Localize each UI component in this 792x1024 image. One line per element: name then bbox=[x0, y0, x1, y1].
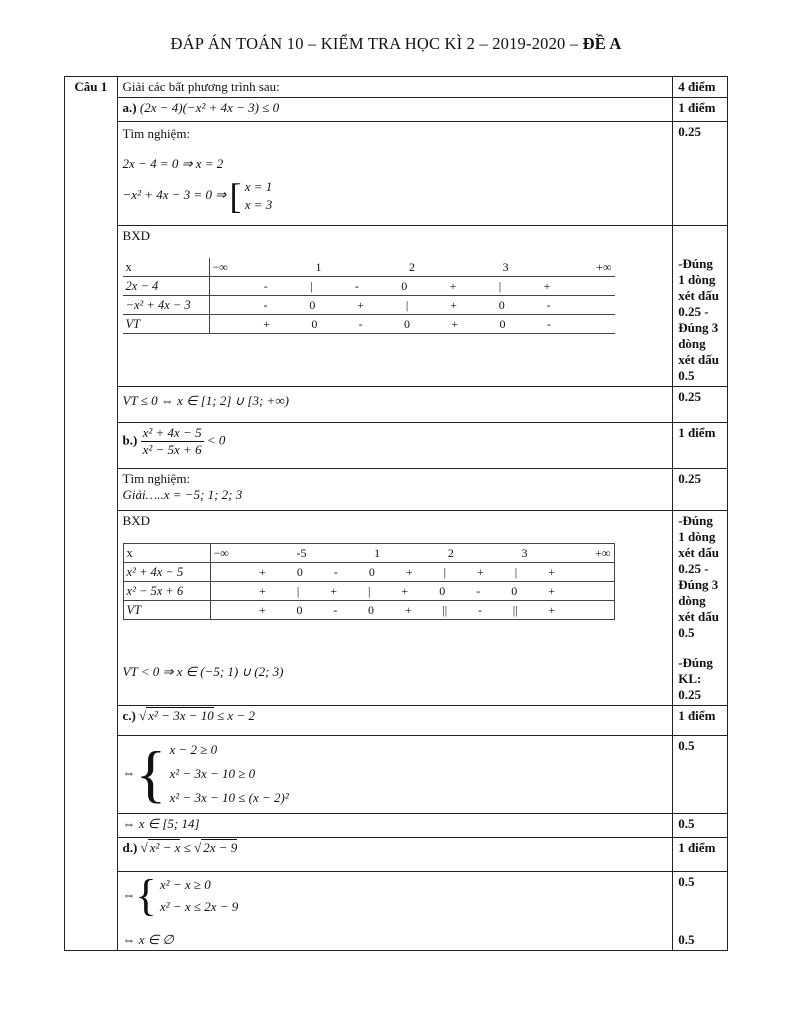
sign-value: - bbox=[263, 278, 268, 293]
sign-row-label: VT bbox=[123, 315, 210, 334]
part-d-header: d.) √ x² − x ≤ √ 2x − 9 bbox=[117, 838, 673, 872]
radicand-left: x² − x bbox=[149, 840, 181, 855]
sign-row-label: x² − 5x + 6 bbox=[123, 582, 210, 601]
sign-value: | bbox=[443, 564, 446, 579]
part-d-system-points: 0.5 bbox=[678, 874, 695, 889]
sign-value: - bbox=[476, 583, 481, 598]
sign-row-values bbox=[209, 277, 615, 296]
title-text: ĐÁP ÁN TOÁN 10 – KIỂM TRA HỌC KÌ 2 – 2019-2020 – bbox=[170, 34, 579, 53]
sign-value: 0 bbox=[401, 278, 408, 293]
sign-value: + bbox=[404, 602, 412, 617]
equation-2-left: −x² + 4x − 3 = 0 ⇒ bbox=[122, 186, 227, 202]
sign-value: 0 bbox=[368, 602, 375, 617]
sign-value: + bbox=[548, 564, 555, 579]
sign-table-header-value: 3 bbox=[502, 259, 509, 274]
part-c-header: c.) √ x² − 3x − 10 ≤ x − 2 bbox=[117, 706, 673, 736]
part-b-roots-points: 0.25 bbox=[673, 469, 728, 511]
find-roots-label: Tìm nghiệm: bbox=[122, 471, 191, 486]
sign-value: + bbox=[263, 316, 270, 331]
part-a-sign-points bbox=[673, 226, 728, 387]
intro-text: Giải các bất phương trình sau: bbox=[117, 77, 673, 98]
part-a-points: 1 điểm bbox=[673, 98, 728, 122]
sign-value: + bbox=[258, 602, 266, 617]
sign-table-header-value: 1 bbox=[374, 545, 381, 560]
part-a-sign-table-cell bbox=[117, 226, 673, 387]
sign-table-a bbox=[123, 258, 615, 334]
sign-value: 0 bbox=[311, 316, 318, 331]
sign-value: - bbox=[354, 278, 359, 293]
sign-value: + bbox=[357, 297, 364, 312]
sign-value: + bbox=[259, 583, 266, 598]
part-d-points: 1 điểm bbox=[673, 838, 728, 872]
brace-symbol: { bbox=[135, 738, 167, 809]
sign-value: | bbox=[296, 583, 300, 598]
radicand: x² − 3x − 10 bbox=[148, 708, 214, 723]
sign-value: 0 bbox=[404, 316, 411, 331]
bxd-label: BXD bbox=[122, 513, 150, 528]
sign-value: | bbox=[514, 564, 518, 579]
sign-value: + bbox=[543, 278, 551, 293]
sign-value: - bbox=[546, 297, 551, 312]
root-2: x = 3 bbox=[244, 197, 273, 212]
part-d-result-text: ⇔ x ∈ ∅ bbox=[122, 932, 174, 947]
part-a-result bbox=[117, 387, 673, 423]
sign-value: - bbox=[546, 316, 551, 331]
sign-value: 0 bbox=[296, 602, 303, 617]
sign-table-header-label: x bbox=[123, 258, 210, 277]
brace-symbol: { bbox=[135, 871, 157, 920]
sign-value: - bbox=[263, 297, 268, 312]
sign-row-label: VT bbox=[123, 601, 210, 620]
sign-value: + bbox=[451, 316, 459, 331]
sign-value: + bbox=[477, 564, 484, 579]
sign-table-header-value: 1 bbox=[315, 259, 322, 274]
sign-value: 0 bbox=[309, 297, 316, 312]
system-line-2: x² − 3x − 10 ≥ 0 bbox=[169, 766, 256, 781]
find-roots-label: Tìm nghiệm: bbox=[122, 126, 191, 141]
sign-points-text: -Đúng 1 dòng xét dấu 0.25 - Đúng 3 dòng xét dấu 0.5 bbox=[678, 513, 720, 640]
sign-value: + bbox=[449, 278, 457, 293]
sign-value: 0 bbox=[296, 564, 303, 579]
sign-value: | bbox=[405, 297, 409, 312]
sign-table-header-value: 2 bbox=[447, 545, 454, 560]
sign-value: - bbox=[333, 602, 338, 617]
system-line-3: x² − 3x − 10 ≤ (x − 2)² bbox=[169, 790, 289, 805]
sign-value: 0 bbox=[439, 583, 446, 598]
part-label: c.) bbox=[122, 708, 136, 723]
sign-value: 0 bbox=[499, 316, 506, 331]
bracket-symbol: [ bbox=[229, 176, 242, 216]
page-title bbox=[0, 34, 792, 54]
sign-row-label: x² + 4x − 5 bbox=[123, 563, 210, 582]
part-b-points: 1 điểm bbox=[673, 423, 728, 469]
sign-table-header-value: -5 bbox=[296, 545, 307, 560]
part-b-header bbox=[117, 423, 673, 469]
part-b-sign-table-cell bbox=[117, 511, 673, 706]
part-c-result-points: 0.5 bbox=[673, 814, 728, 838]
root-1: x = 1 bbox=[244, 179, 273, 194]
sign-value: | bbox=[498, 278, 502, 293]
bxd-label: BXD bbox=[122, 228, 150, 243]
part-b-roots bbox=[117, 469, 673, 511]
part-b-vt: VT < 0 ⇒ x ∈ (−5; 1) ∪ (2; 3) bbox=[122, 664, 284, 679]
sign-table-header-value: 3 bbox=[521, 545, 528, 560]
sign-value: + bbox=[405, 564, 413, 579]
relation: < 0 bbox=[206, 432, 226, 448]
sign-table-header-value: −∞ bbox=[213, 545, 229, 560]
sign-row-label: −x² + 4x − 3 bbox=[123, 296, 210, 315]
sign-value: - bbox=[333, 564, 338, 579]
system-line-2: x² − x ≤ 2x − 9 bbox=[159, 899, 239, 914]
intro-points: 4 điểm bbox=[673, 77, 728, 98]
part-d-result-points: 0.5 bbox=[678, 932, 695, 947]
part-d-points-cell bbox=[673, 872, 728, 951]
sign-value: | bbox=[368, 583, 371, 598]
sign-points-text: -Đúng 1 dòng xét dấu 0.25 - Đúng 3 dòng xét dấu 0.5 bbox=[678, 256, 720, 383]
relation: ≤ x − 2 bbox=[217, 708, 255, 723]
equation-2 bbox=[123, 178, 668, 214]
sign-value: + bbox=[259, 564, 266, 579]
sign-row-label: 2x − 4 bbox=[123, 277, 210, 296]
sign-value: - bbox=[477, 602, 482, 617]
part-d-system: ⇔{ x² − x ≥ 0 x² − x ≤ 2x − 9 ⇔ x ∈ ∅ bbox=[117, 872, 673, 951]
sign-value: + bbox=[401, 583, 409, 598]
part-label: a.) bbox=[122, 100, 137, 115]
sign-table-b bbox=[123, 543, 615, 620]
sign-row-values bbox=[210, 563, 614, 582]
equation-1: 2x − 4 = 0 ⇒ x = 2 bbox=[122, 156, 224, 171]
part-label: b.) bbox=[122, 432, 138, 448]
sign-table-header-value: +∞ bbox=[595, 545, 611, 560]
part-a-roots-points: 0.25 bbox=[673, 122, 728, 226]
sign-row-values bbox=[209, 315, 615, 334]
sign-value: + bbox=[548, 602, 556, 617]
sign-row-values bbox=[210, 582, 614, 601]
part-a-roots bbox=[117, 122, 673, 226]
part-a-vt: VT ≤ 0 ⇔ x ∈ [1; 2] ∪ [3; +∞) bbox=[122, 393, 289, 408]
part-label: d.) bbox=[122, 840, 138, 855]
sign-row-values bbox=[210, 601, 614, 620]
part-b-sign-points bbox=[673, 511, 728, 706]
sign-table-header-values bbox=[209, 258, 615, 277]
sign-table-header-value: −∞ bbox=[212, 259, 228, 274]
part-c-points: 1 điểm bbox=[673, 706, 728, 736]
part-a-result-points: 0.25 bbox=[673, 387, 728, 423]
part-c-system-points: 0.5 bbox=[673, 736, 728, 814]
sign-table-header-value: +∞ bbox=[596, 259, 612, 274]
sign-value: 0 bbox=[511, 583, 518, 598]
sign-value: + bbox=[548, 583, 555, 598]
sign-value: 0 bbox=[368, 564, 375, 579]
fraction bbox=[141, 425, 204, 458]
sign-value: + bbox=[330, 583, 337, 598]
sign-value: | bbox=[310, 278, 313, 293]
sign-value: || bbox=[512, 602, 518, 617]
part-c-result-text: ⇔ x ∈ [5; 14] bbox=[122, 816, 200, 831]
part-c-system: ⇔{ x − 2 ≥ 0 x² − 3x − 10 ≥ 0 x² − 3x − 10 ≤ (x − 2)² bbox=[117, 736, 673, 814]
radicand-right: 2x − 9 bbox=[203, 840, 238, 855]
numerator: x² + 4x − 5 bbox=[142, 425, 202, 440]
system-line-1: x² − x ≥ 0 bbox=[159, 877, 211, 892]
part-b-solve: Giải…..x = −5; 1; 2; 3 bbox=[122, 487, 243, 502]
sign-value: || bbox=[442, 602, 448, 617]
sign-table-header-values bbox=[210, 544, 614, 563]
sign-table-header-label: x bbox=[123, 544, 210, 563]
conclusion-points: -Đúng KL: 0.25 bbox=[678, 655, 713, 702]
sign-value: 0 bbox=[498, 297, 505, 312]
sign-value: + bbox=[450, 297, 457, 312]
relation: ≤ bbox=[183, 840, 191, 855]
part-c-result bbox=[117, 814, 673, 838]
sign-value: - bbox=[358, 316, 363, 331]
system-line-1: x − 2 ≥ 0 bbox=[169, 742, 218, 757]
part-a-expr: (2x − 4)(−x² + 4x − 3) ≤ 0 bbox=[139, 100, 280, 115]
sign-table-header-value: 2 bbox=[409, 259, 416, 274]
denominator: x² − 5x + 6 bbox=[142, 442, 202, 457]
answer-table bbox=[64, 76, 728, 951]
sign-row-values bbox=[209, 296, 615, 315]
question-number: Câu 1 bbox=[65, 77, 118, 951]
part-a-header bbox=[117, 98, 673, 122]
title-exam-code: ĐỀ A bbox=[582, 34, 622, 53]
